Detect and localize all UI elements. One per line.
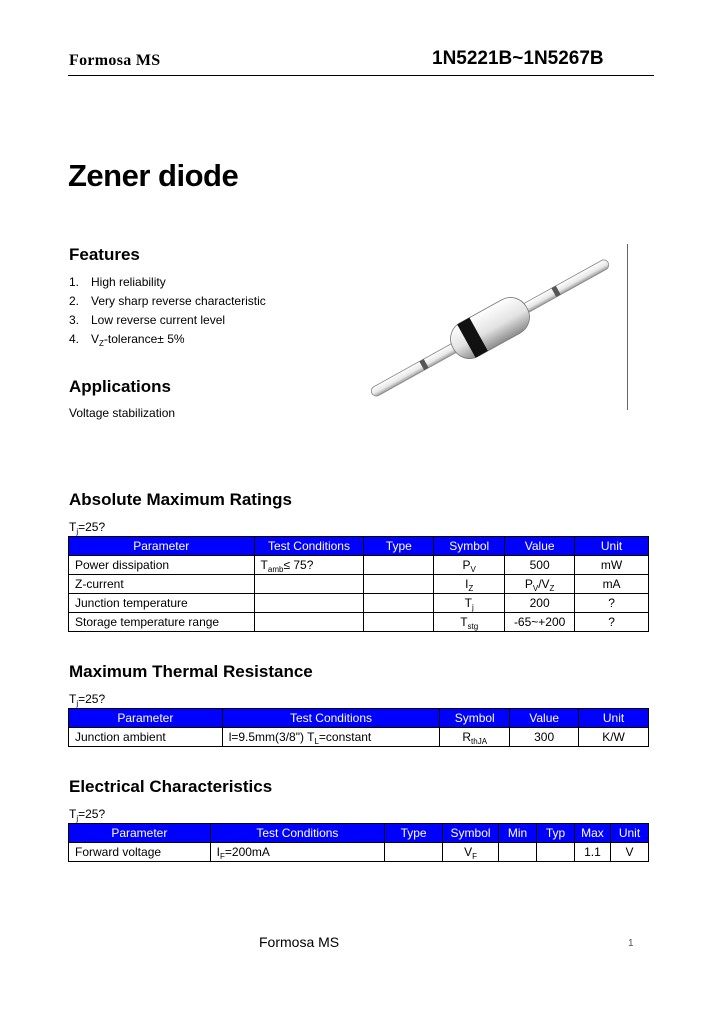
electrical-heading: Electrical Characteristics [69, 777, 273, 796]
col-header: Symbol [440, 709, 510, 728]
table-header-row [69, 537, 649, 556]
col-header: Parameter [69, 709, 223, 728]
abs-max-condition: $T_j=25$? [69, 520, 106, 536]
col-header: Value [510, 709, 579, 728]
applications-text: Voltage stabilization [69, 406, 176, 420]
col-header: Type [385, 824, 443, 843]
col-header: Type [364, 537, 434, 556]
list-item: 4. $V_Z-tolerance\pm 5\%$ [69, 332, 185, 348]
table-row: Junction ambient l=9.5mm(3/8") $T_L=constant$ $R_{thJA}$ 300 K/W [69, 728, 649, 747]
col-header: Parameter [69, 824, 211, 843]
col-header: Test Conditions [210, 824, 385, 843]
table-row: Z-current $I_Z$ $P_V/V_Z$ mA [69, 575, 649, 594]
page-title: Zener diode [68, 158, 239, 193]
table-row: Power dissipation $T_{amb}\le 75$? $P_V$ 500 mW [69, 556, 649, 575]
col-header: Value [505, 537, 575, 556]
list-item: 1. High reliability [69, 275, 166, 289]
list-item: 3. Low reverse current level [69, 313, 226, 327]
col-header: Parameter [69, 537, 255, 556]
col-header: Unit [575, 537, 649, 556]
applications-heading: Applications [69, 377, 172, 396]
table-row: Forward voltage $I_F=200mA$ $V_F$ 1.1 V [69, 843, 649, 862]
electrical-condition: $T_j=25$? [69, 807, 106, 823]
page-number: 1 [628, 938, 634, 949]
part-range-header: 1N5221B~1N5267B [432, 48, 604, 69]
table-header-row [69, 824, 649, 843]
abs-max-heading: Absolute Maximum Ratings [69, 490, 292, 509]
col-header: Test Conditions [222, 709, 440, 728]
thermal-table [68, 708, 649, 747]
header-divider [68, 75, 654, 76]
table-row: Storage temperature range $T_{stg}$ -65~+200 ? [69, 613, 649, 632]
thermal-condition: $T_j=25$? [69, 692, 106, 708]
col-header: Min [499, 824, 537, 843]
diode-illustration [350, 240, 630, 415]
abs-max-table [68, 536, 649, 632]
footer-brand: Formosa MS [259, 934, 340, 950]
list-item: 2. Very sharp reverse characteristic [69, 294, 266, 308]
col-header: Symbol [443, 824, 499, 843]
table-row: Junction temperature $T_j$ 200 ? [69, 594, 649, 613]
thermal-heading: Maximum Thermal Resistance [69, 662, 313, 681]
col-header: Unit [579, 709, 649, 728]
features-heading: Features [69, 245, 140, 264]
features-list [69, 276, 266, 352]
col-header: Max [574, 824, 610, 843]
brand-header: Formosa MS [69, 52, 161, 69]
col-header: Symbol [434, 537, 505, 556]
col-header: Test Conditions [254, 537, 364, 556]
electrical-table [68, 823, 649, 862]
table-header-row [69, 709, 649, 728]
col-header: Typ [537, 824, 575, 843]
col-header: Unit [610, 824, 648, 843]
